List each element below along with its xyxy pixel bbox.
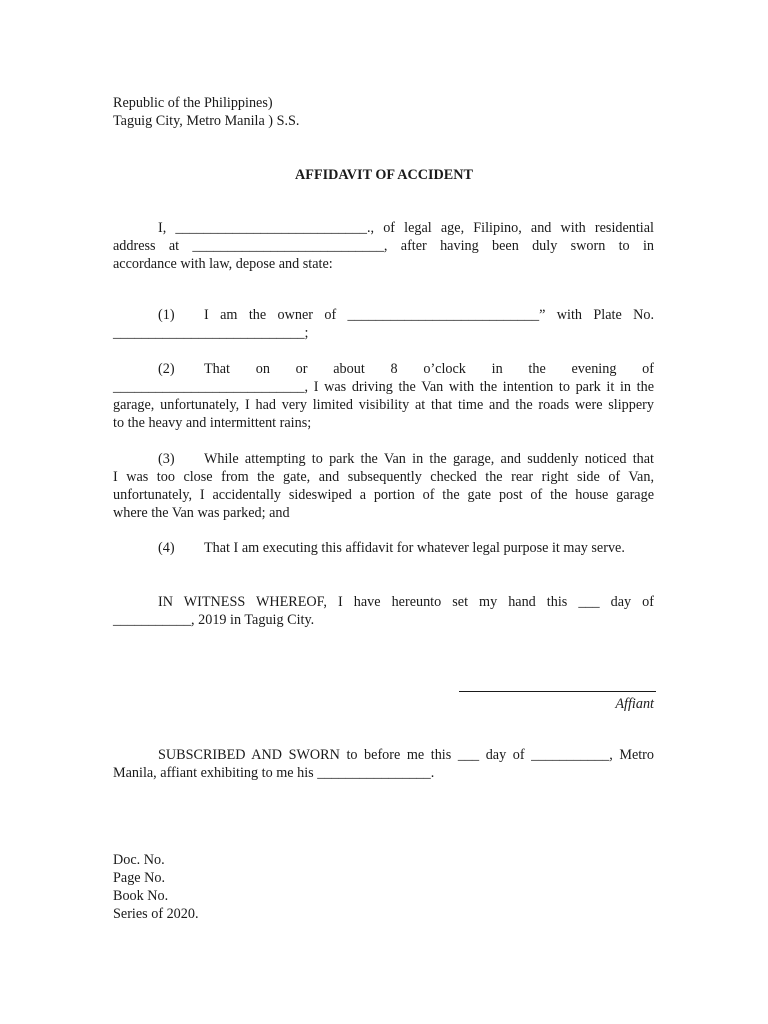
page-no: Page No.	[113, 870, 166, 886]
item-3-number: (3)	[158, 451, 175, 467]
series-of: Series of 2020.	[113, 906, 199, 922]
item-2-line-4: to the heavy and intermittent rains;	[113, 415, 312, 431]
item-3-line-3: unfortunately, I accidentally sideswiped a portion of the gate post of the house garage	[113, 487, 654, 503]
intro-line-1: I, ___________________________., of legal age, Filipino, and with residential	[158, 220, 654, 236]
affiant-signature-line	[459, 691, 656, 692]
jurat-line-1: SUBSCRIBED AND SWORN to before me this ___ day of ___________, Metro	[158, 747, 654, 763]
document-title: AFFIDAVIT OF ACCIDENT	[295, 167, 473, 183]
jurat-line-2: Manila, affiant exhibiting to me his ________________.	[113, 765, 435, 781]
item-3-line-2: I was too close from the gate, and subsequently checked the rear right side of Van,	[113, 469, 654, 485]
item-3-line-4: where the Van was parked; and	[113, 505, 290, 521]
item-2-number: (2)	[158, 361, 175, 377]
intro-line-2: address at ___________________________, after having been duly sworn to in	[113, 238, 654, 254]
venue-city: Taguig City, Metro Manila ) S.S.	[113, 113, 300, 129]
affiant-label: Affiant	[615, 696, 654, 712]
item-3-line-1: While attempting to park the Van in the garage, and suddenly noticed that	[204, 451, 654, 467]
item-4-line-1: That I am executing this affidavit for whatever legal purpose it may serve.	[204, 540, 625, 556]
intro-line-3: accordance with law, depose and state:	[113, 256, 333, 272]
venue-republic: Republic of the Philippines)	[113, 95, 273, 111]
item-2-line-3: garage, unfortunately, I had very limited visibility at that time and the roads were slippery	[113, 397, 654, 413]
item-1-line-2: ___________________________;	[113, 325, 309, 341]
item-2-line-2: ___________________________, I was driving the Van with the intention to park it in the	[113, 379, 654, 395]
item-4-number: (4)	[158, 540, 175, 556]
witness-line-2: ___________, 2019 in Taguig City.	[113, 612, 315, 628]
item-2-line-1: That on or about 8 o’clock in the evening of	[204, 361, 654, 377]
witness-line-1: IN WITNESS WHEREOF, I have hereunto set my hand this ___ day of	[158, 594, 654, 610]
book-no: Book No.	[113, 888, 169, 904]
item-1-line-1: I am the owner of ___________________________” with Plate No.	[204, 307, 654, 323]
item-1-number: (1)	[158, 307, 175, 323]
doc-no: Doc. No.	[113, 852, 165, 868]
